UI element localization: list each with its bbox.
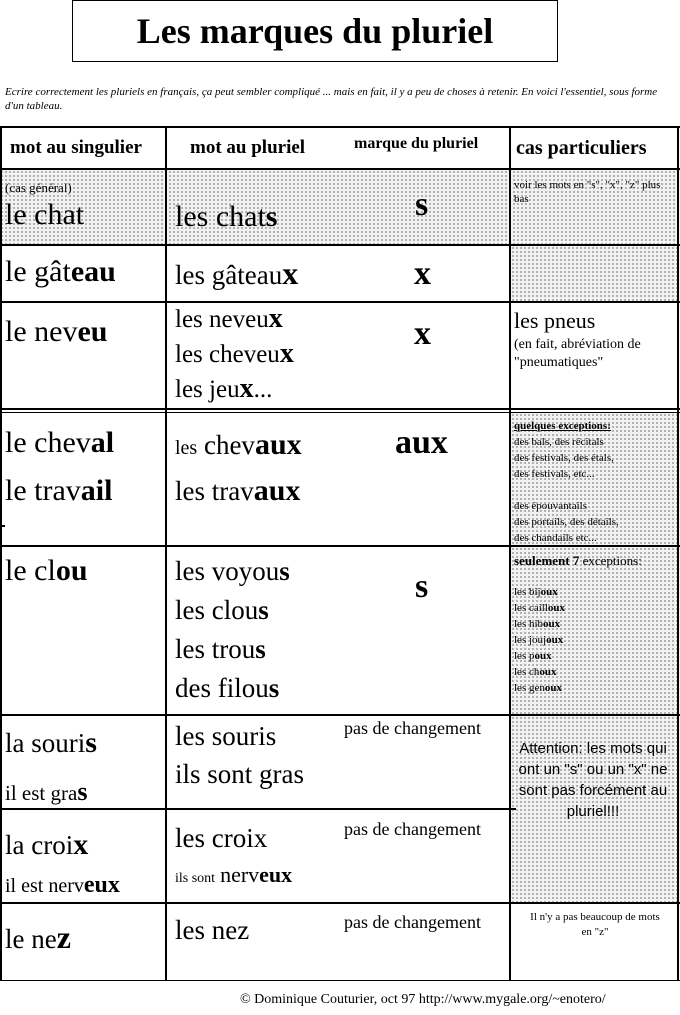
plural-stem: les trav: [175, 476, 254, 506]
intro-text: Ecrire correctement les pluriels en français, ça peut sembler compliqué ... mais en fait, il y a peu de choses à retenir. En voici l'essentiel, sous forme d'un tableau.: [5, 86, 658, 112]
plural-ending: x: [268, 303, 283, 334]
plural-stem: les clou: [175, 595, 259, 625]
al-plural-2: [175, 472, 300, 510]
singular-stem: la souri: [5, 728, 86, 758]
singular-ending: s: [77, 777, 88, 806]
x-plural-2: [175, 862, 292, 892]
ou-plural-2: [175, 591, 269, 629]
general-special: voir les mots en "s", "x", "z" plus bas: [514, 179, 661, 205]
eu-plural-1: [175, 302, 283, 337]
plural-ending: s: [255, 634, 266, 664]
singular-ending: eux: [83, 872, 120, 898]
singular-stem: il est gra: [5, 781, 78, 805]
footer-credit: © Dominique Couturier, oct 97 http://www.mygale.org/~enotero/: [240, 992, 606, 1007]
word-stem: les p: [514, 650, 535, 662]
general-singular: le chat: [5, 198, 85, 231]
al-plural-1: [175, 426, 302, 467]
s-singular-1: [5, 724, 97, 762]
eau-plural: [175, 254, 298, 294]
singular-stem: la croi: [5, 830, 74, 860]
margin-tick: [2, 525, 5, 527]
ou-singular: [5, 552, 88, 590]
eau-singular: [5, 253, 116, 291]
z-singular: [5, 918, 71, 958]
plural-stem: nerv: [220, 862, 260, 887]
exceptions-title: [514, 552, 678, 570]
plural-ending: s: [258, 595, 269, 625]
word-stem: les gen: [514, 682, 545, 694]
spacer: [514, 482, 678, 498]
exception-word: [514, 600, 678, 616]
singular-ending: z: [56, 919, 71, 955]
plural-ending: x: [282, 255, 299, 291]
header-plural: mot au pluriel: [190, 137, 306, 158]
word-stem: les ch: [514, 666, 540, 678]
s-singular-2: [5, 779, 87, 806]
z-mark: pas de changement: [344, 912, 481, 932]
spacer: [514, 570, 678, 584]
header-special: cas particuliers: [516, 137, 647, 159]
plural-tail: ...: [253, 376, 273, 403]
rule: [0, 714, 680, 716]
singular-ending: eau: [70, 255, 116, 288]
general-note: (cas général): [5, 180, 72, 195]
singular-ending: s: [85, 726, 97, 759]
word-stem: les jouj: [514, 634, 547, 646]
exception-line: des épouvantails: [514, 500, 588, 512]
plural-stem: les trou: [175, 634, 256, 664]
x-singular-2: [5, 872, 120, 899]
exception-line: des portails, des détails,: [514, 516, 619, 528]
singular-ending: ou: [55, 554, 88, 587]
plural-stem: les chat: [175, 200, 266, 233]
z-plural: les nez: [175, 915, 250, 945]
word-stem: les caill: [514, 602, 548, 614]
singular-ending: ail: [80, 474, 113, 507]
exceptions-title: quelques exceptions:: [514, 420, 611, 432]
ou-plural-1: [175, 552, 290, 590]
title-box: [72, 0, 558, 62]
plural-stem: les gâteau: [175, 260, 283, 290]
eu-special-title: les pneus: [514, 308, 596, 333]
exception-line: des bals, des récitals: [514, 436, 604, 448]
plural-ending: s: [265, 200, 278, 233]
al-singular-2: [5, 472, 112, 510]
plural-stem: les jeu: [175, 376, 240, 403]
exception-word: [514, 616, 678, 632]
general-plural: [175, 198, 277, 236]
exception-word: [514, 648, 678, 664]
eu-plural-3: [175, 372, 272, 407]
attention-note: Attention: les mots qui ont un "s" ou un "x" ne sont pas forcément au pluriel!!!: [518, 740, 668, 820]
s-plural-1: les souris: [175, 721, 277, 751]
plural-ending: eux: [259, 862, 293, 887]
exceptions-label: exceptions:: [582, 553, 642, 568]
word-stem: les bij: [514, 586, 541, 598]
rule: [165, 126, 167, 981]
word-ending: oux: [544, 682, 562, 694]
x-singular-1: [5, 826, 88, 864]
exception-line: des chandails etc...: [514, 532, 597, 544]
word-stem: les hib: [514, 618, 544, 630]
plural-ending: x: [239, 373, 254, 404]
plural-stem: les neveu: [175, 306, 269, 333]
rule: [0, 301, 680, 303]
plural-stem: chev: [203, 430, 255, 460]
rule: [0, 808, 516, 810]
singular-ending: x: [73, 828, 89, 861]
exception-word: [514, 680, 678, 696]
rule: [0, 902, 680, 904]
ou-plural-4: [175, 669, 279, 707]
exception-word: [514, 584, 678, 600]
plural-stem: des filou: [175, 673, 269, 703]
ou-mark: s: [415, 568, 429, 605]
plural-ending: s: [279, 556, 290, 586]
word-ending: oux: [534, 650, 552, 662]
singular-ending: al: [90, 426, 115, 459]
x-plural-1: les croix: [175, 823, 268, 853]
plural-stem: les cheveu: [175, 341, 280, 368]
s-plural-2: ils sont gras: [175, 759, 305, 789]
header-mark: marque du pluriel: [354, 135, 479, 152]
plural-ending: x: [279, 338, 294, 369]
rule: [0, 412, 680, 413]
rule: [0, 126, 2, 981]
singular-stem: le chev: [5, 426, 91, 459]
eu-plural-2: [175, 337, 294, 372]
plural-ending: aux: [253, 474, 301, 507]
rule: [0, 980, 680, 981]
exception-word: [514, 632, 678, 648]
singular-stem: le cl: [5, 554, 56, 587]
word-ending: oux: [540, 586, 558, 598]
rule: [0, 408, 680, 410]
singular-stem: le trav: [5, 474, 81, 507]
rule: [0, 168, 680, 170]
plural-ending: s: [268, 673, 280, 703]
page-title: Les marques du pluriel: [136, 11, 494, 51]
eu-special-note: (en fait, abréviation de "pneumatiques": [514, 337, 641, 370]
al-singular-1: [5, 424, 114, 462]
word-ending: oux: [543, 618, 561, 630]
exception-line: des festivals, des étals,: [514, 452, 614, 464]
x-mark: pas de changement: [344, 819, 481, 839]
singular-stem: le ne: [5, 924, 57, 954]
exceptions-count: seulement 7: [514, 553, 580, 568]
singular-ending: eu: [77, 315, 108, 348]
plural-stem: les voyou: [175, 556, 280, 586]
singular-stem: le nev: [5, 315, 78, 348]
word-ending: oux: [546, 634, 564, 646]
al-mark: aux: [395, 424, 448, 461]
al-exceptions: [514, 418, 678, 546]
general-mark: s: [415, 186, 429, 223]
eau-mark: x: [414, 255, 431, 292]
singular-stem: le gât: [5, 255, 71, 288]
plural-ending: aux: [254, 428, 302, 461]
eu-mark: x: [414, 315, 431, 352]
exception-word: [514, 664, 678, 680]
shade-special-eau: [511, 246, 680, 302]
ou-plural-3: [175, 630, 266, 668]
plural-article: les: [175, 437, 198, 459]
ou-exceptions: [514, 552, 678, 696]
header-singular: mot au singulier: [10, 137, 142, 158]
rule: [0, 244, 680, 246]
rule: [509, 126, 511, 981]
s-mark: pas de changement: [344, 718, 481, 738]
rule: [0, 126, 680, 128]
word-ending: oux: [539, 666, 557, 678]
eu-singular: [5, 313, 107, 351]
exception-line: des festivals, etc...: [514, 468, 595, 480]
singular-stem: il est nerv: [5, 875, 84, 897]
plural-prefix: ils sont: [175, 871, 216, 886]
z-special: Il n'y a pas beaucoup de mots en "z": [530, 911, 660, 938]
word-ending: oux: [547, 602, 566, 614]
